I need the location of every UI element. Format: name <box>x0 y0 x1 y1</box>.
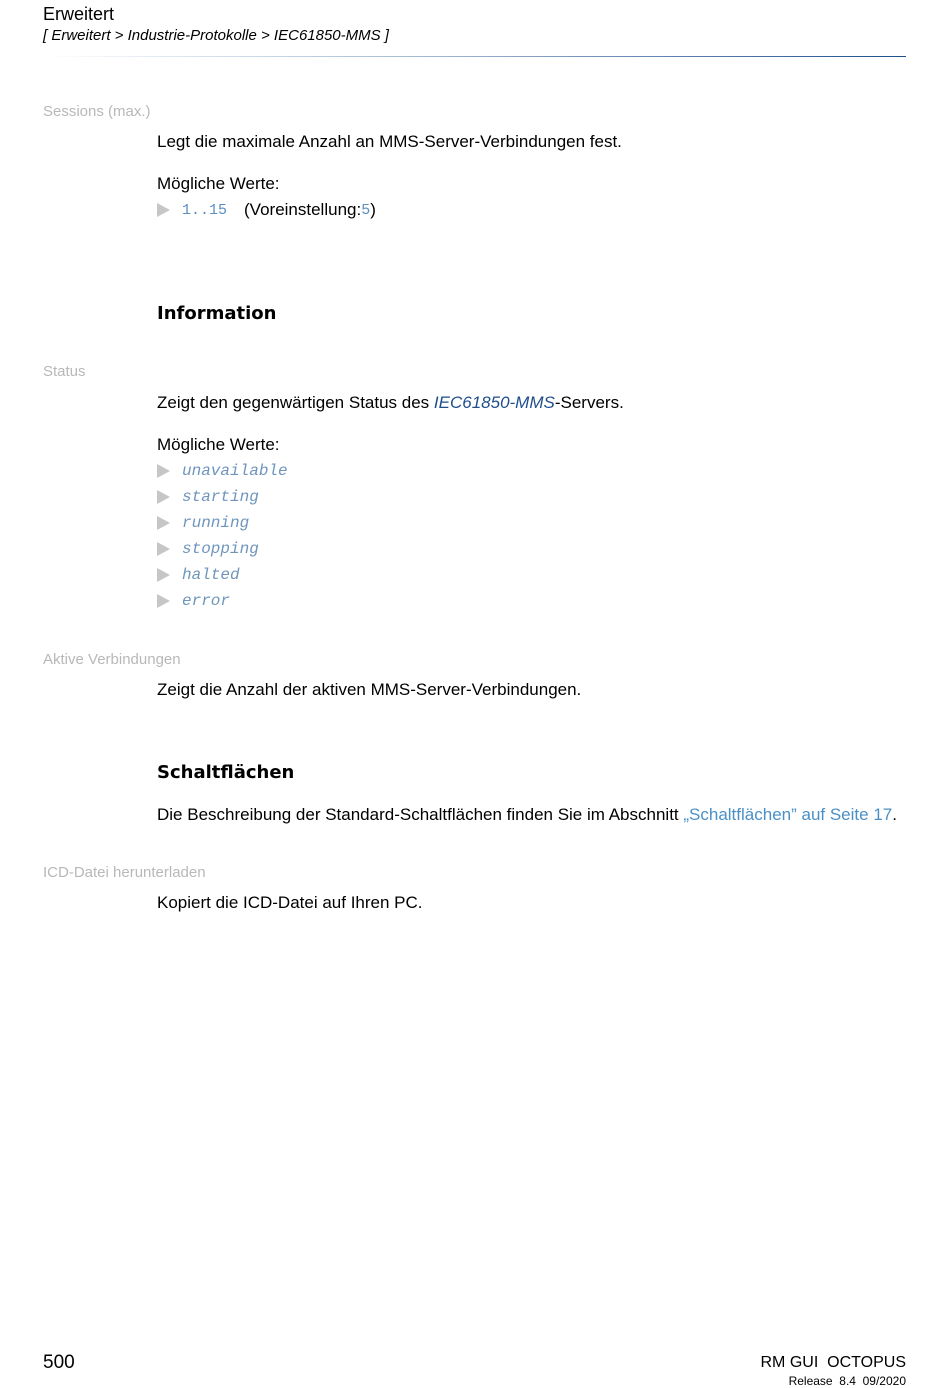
param-label-active-connections: Aktive Verbindungen <box>43 651 181 668</box>
status-value: running <box>182 514 250 532</box>
bullet-triangle-icon <box>157 594 170 608</box>
bullet-triangle-icon <box>157 464 170 478</box>
sessions-possible-values-label: Mögliche Werte: <box>157 174 280 193</box>
status-desc-suffix: -Servers. <box>554 393 624 412</box>
release-info: Release 8.4 09/2020 <box>788 1374 906 1388</box>
sessions-range: 1..15 <box>182 201 228 219</box>
icd-description: Kopiert die ICD-Datei auf Ihren PC. <box>157 893 423 912</box>
header-rule <box>43 56 906 57</box>
bullet-triangle-icon <box>157 542 170 556</box>
status-value-item <box>157 460 288 482</box>
param-label-sessions: Sessions (max.) <box>43 103 151 120</box>
bullet-triangle-icon <box>157 516 170 530</box>
status-value: halted <box>182 566 240 584</box>
sessions-description: Legt die maximale Anzahl an MMS-Server-Verbindungen fest. <box>157 132 622 151</box>
buttons-description <box>157 805 897 825</box>
status-description <box>157 393 624 413</box>
iec61850-mms-link[interactable]: IEC61850-MMS <box>433 393 555 412</box>
page-number: 500 <box>43 1352 75 1373</box>
page-title: Erweitert <box>43 4 115 24</box>
doc-title: RM GUI OCTOPUS <box>760 1354 906 1371</box>
schaltflaechen-page-link[interactable]: „Schaltflächen” auf Seite 17 <box>683 805 893 824</box>
sessions-value-row <box>157 199 376 221</box>
status-possible-values-label: Mögliche Werte: <box>157 435 280 454</box>
breadcrumb: [ Erweitert > Industrie-Protokolle > IEC61850-MMS ] <box>43 27 389 44</box>
param-label-icd-download: ICD-Datei herunterladen <box>43 864 206 881</box>
status-value-item <box>157 486 259 508</box>
buttons-desc-prefix: Die Beschreibung der Standard-Schaltflächen finden Sie im Abschnitt <box>157 805 684 824</box>
sessions-default-value: 5 <box>361 201 371 219</box>
status-value: error <box>182 592 231 610</box>
status-value: starting <box>182 488 259 506</box>
buttons-desc-suffix: . <box>892 805 897 824</box>
status-value: unavailable <box>182 462 288 480</box>
status-value-item <box>157 590 230 612</box>
sessions-default-prefix: (Voreinstellung: <box>244 200 362 219</box>
bullet-triangle-icon <box>157 490 170 504</box>
buttons-heading: Schaltflächen <box>157 762 295 783</box>
status-value-item <box>157 564 240 586</box>
active-connections-description: Zeigt die Anzahl der aktiven MMS-Server-Verbindungen. <box>157 680 582 699</box>
status-desc-prefix: Zeigt den gegenwärtigen Status des <box>157 393 434 412</box>
bullet-triangle-icon <box>157 568 170 582</box>
sessions-default-suffix: ) <box>370 200 376 219</box>
status-value-item <box>157 538 259 560</box>
bullet-triangle-icon <box>157 203 170 217</box>
status-value: stopping <box>182 540 259 558</box>
param-label-status: Status <box>43 363 86 380</box>
information-heading: Information <box>157 303 277 324</box>
status-value-item <box>157 512 249 534</box>
